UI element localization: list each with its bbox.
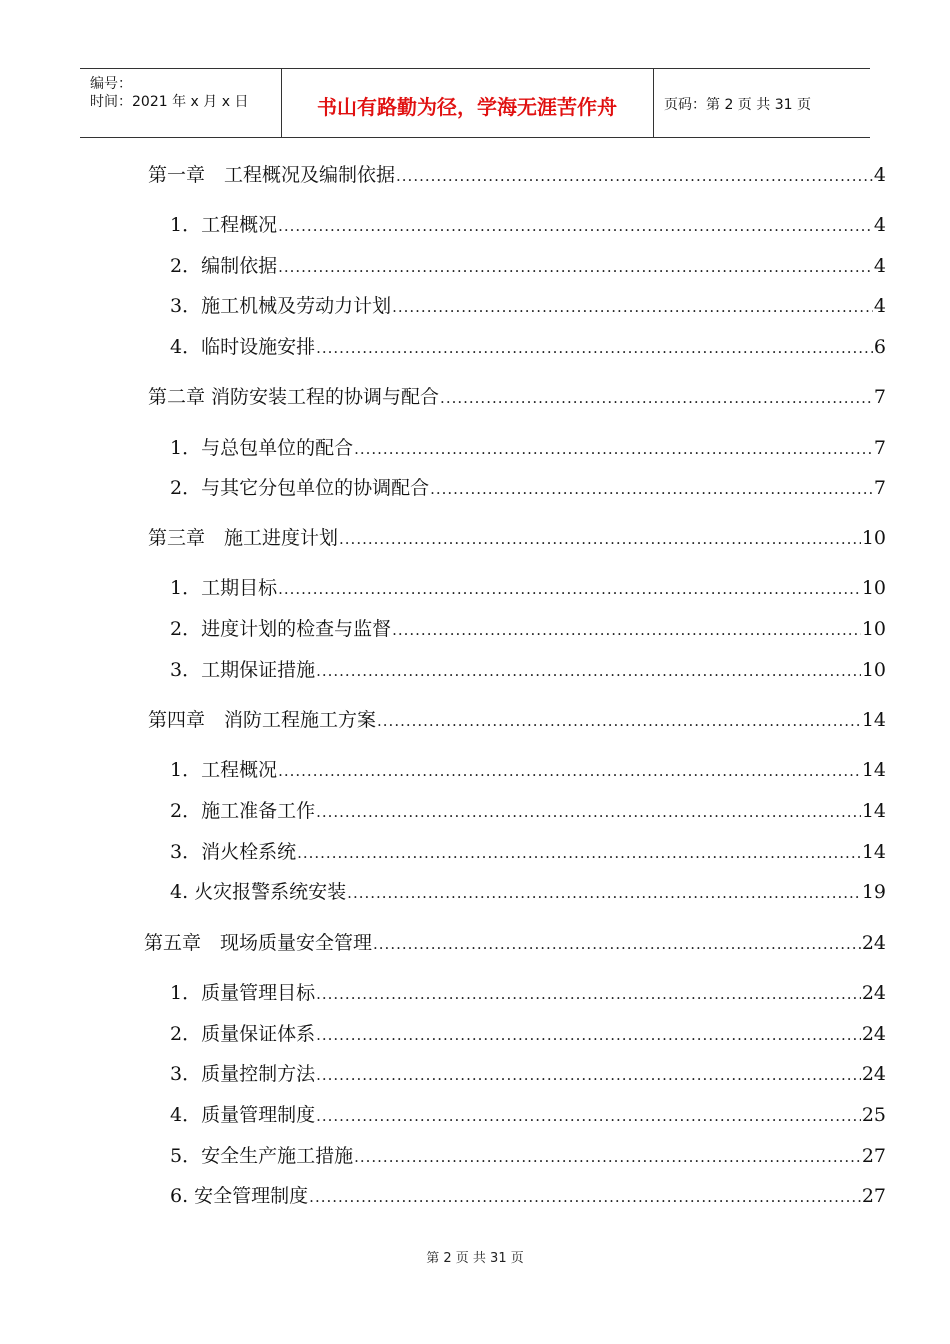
toc-item[interactable] — [170, 573, 886, 599]
page-footer: 第 2 页 共 31 页 — [426, 1251, 524, 1266]
toc-item[interactable] — [170, 1100, 886, 1126]
toc-page-number: 27 — [861, 1185, 886, 1207]
toc-chapter-1[interactable] — [148, 160, 886, 186]
toc-item[interactable] — [170, 614, 886, 640]
toc-item[interactable] — [170, 837, 886, 863]
toc-entry-title: 1．工期目标 — [170, 577, 278, 599]
toc-item[interactable] — [170, 251, 886, 277]
toc-entry-title: 1．与总包单位的配合 — [170, 437, 354, 459]
toc-leader — [373, 935, 861, 953]
toc-page-number: 14 — [861, 800, 886, 822]
toc-leader — [316, 662, 861, 680]
toc-page-number: 19 — [861, 881, 886, 903]
toc-page-number: 4 — [873, 255, 886, 277]
toc-page-number: 10 — [861, 527, 886, 549]
toc-page-number: 14 — [861, 709, 886, 731]
toc-item[interactable] — [170, 978, 886, 1004]
toc-page-number: 4 — [873, 295, 886, 317]
toc-entry-title: 3．工期保证措施 — [170, 659, 316, 681]
toc-page-number: 6 — [873, 336, 886, 358]
toc-page-number: 4 — [873, 164, 886, 186]
toc-page-number: 14 — [861, 841, 886, 863]
header-page-cell — [654, 69, 870, 137]
time-line: 时间：2021 年 x 月 x 日 — [90, 94, 249, 110]
toc-entry-title: 4．质量管理制度 — [170, 1104, 316, 1126]
header-meta-cell — [80, 69, 282, 137]
toc-item[interactable] — [170, 796, 886, 822]
motto: 书山有路勤为径，学海无涯苦作舟 — [317, 95, 617, 119]
toc-leader — [278, 580, 861, 598]
toc-entry-title: 第二章 消防安装工程的协调与配合 — [148, 386, 440, 408]
toc-entry-title: 2．施工准备工作 — [170, 800, 316, 822]
toc-entry-title: 2．进度计划的检查与监督 — [170, 618, 392, 640]
toc-leader — [316, 339, 873, 357]
toc-page-number: 24 — [861, 982, 886, 1004]
toc-entry-title: 第一章 工程概况及编制依据 — [148, 164, 396, 186]
toc-leader — [278, 258, 873, 276]
toc-entry-title: 6. 安全管理制度 — [170, 1185, 309, 1207]
toc-leader — [392, 621, 861, 639]
toc-leader — [278, 762, 861, 780]
toc-item[interactable] — [170, 655, 886, 681]
toc-chapter-4[interactable] — [148, 705, 886, 731]
toc-leader — [309, 1188, 861, 1206]
toc-page-number: 7 — [873, 386, 886, 408]
toc-entry-title: 1．工程概况 — [170, 759, 278, 781]
toc-page-number: 24 — [861, 932, 886, 954]
toc-item[interactable] — [170, 332, 886, 358]
toc-entry-title: 2．质量保证体系 — [170, 1023, 316, 1045]
toc-leader — [377, 712, 861, 730]
toc-item[interactable] — [170, 755, 886, 781]
toc-page-number: 14 — [861, 759, 886, 781]
toc-entry-title: 4. 火灾报警系统安装 — [170, 881, 347, 903]
toc-item[interactable] — [170, 1019, 886, 1045]
toc-entry-title: 5．安全生产施工措施 — [170, 1145, 354, 1167]
toc-leader — [354, 1148, 861, 1166]
toc-chapter-3[interactable] — [148, 523, 886, 549]
toc-entry-title: 2．与其它分包单位的协调配合 — [170, 477, 430, 499]
page-info: 页码：第 2 页 共 31 页 — [664, 97, 811, 113]
toc-entry-title: 4．临时设施安排 — [170, 336, 316, 358]
toc-item[interactable] — [170, 210, 886, 236]
toc-page-number: 4 — [873, 214, 886, 236]
toc-page-number: 10 — [861, 577, 886, 599]
toc-leader — [430, 480, 873, 498]
toc-page-number: 27 — [861, 1145, 886, 1167]
toc-entry-title: 第三章 施工进度计划 — [148, 527, 339, 549]
toc-entry-title: 3．质量控制方法 — [170, 1063, 316, 1085]
toc-entry-title: 1．质量管理目标 — [170, 982, 316, 1004]
toc-entry-title: 第五章 现场质量安全管理 — [144, 932, 373, 954]
toc-item[interactable] — [170, 433, 886, 459]
toc-leader — [440, 389, 873, 407]
toc-entry-title: 3．消火栓系统 — [170, 841, 297, 863]
toc-item[interactable] — [170, 1141, 886, 1167]
header-motto-cell — [281, 69, 654, 137]
toc-leader — [354, 440, 873, 458]
toc-item[interactable] — [170, 1059, 886, 1085]
toc-page-number: 7 — [873, 437, 886, 459]
toc-entry-title: 1．工程概况 — [170, 214, 278, 236]
toc-entry-title: 3．施工机械及劳动力计划 — [170, 295, 392, 317]
toc-leader — [392, 298, 873, 316]
toc-leader — [316, 985, 861, 1003]
toc-entry-title: 2．编制依据 — [170, 255, 278, 277]
toc-page-number: 10 — [861, 659, 886, 681]
toc-chapter-2[interactable] — [148, 382, 886, 408]
toc-leader — [278, 217, 873, 235]
toc-page-number: 7 — [873, 477, 886, 499]
toc-leader — [316, 1066, 861, 1084]
toc-leader — [316, 1107, 861, 1125]
toc-leader — [396, 167, 873, 185]
toc-leader — [297, 844, 861, 862]
toc-item[interactable] — [170, 291, 886, 317]
toc-leader — [339, 530, 861, 548]
code-label: 编号： — [90, 76, 132, 92]
toc-leader — [316, 803, 861, 821]
toc-entry-title: 第四章 消防工程施工方案 — [148, 709, 377, 731]
toc-page-number: 24 — [861, 1063, 886, 1085]
toc-page-number: 24 — [861, 1023, 886, 1045]
page-header — [80, 68, 870, 138]
toc-leader — [316, 1026, 861, 1044]
toc-chapter-5[interactable] — [144, 928, 886, 954]
toc-leader — [347, 884, 861, 902]
toc-page-number: 10 — [861, 618, 886, 640]
toc-item[interactable] — [170, 1181, 886, 1207]
toc-item[interactable] — [170, 473, 886, 499]
toc-item[interactable] — [170, 877, 886, 903]
toc-page-number: 25 — [861, 1104, 886, 1126]
